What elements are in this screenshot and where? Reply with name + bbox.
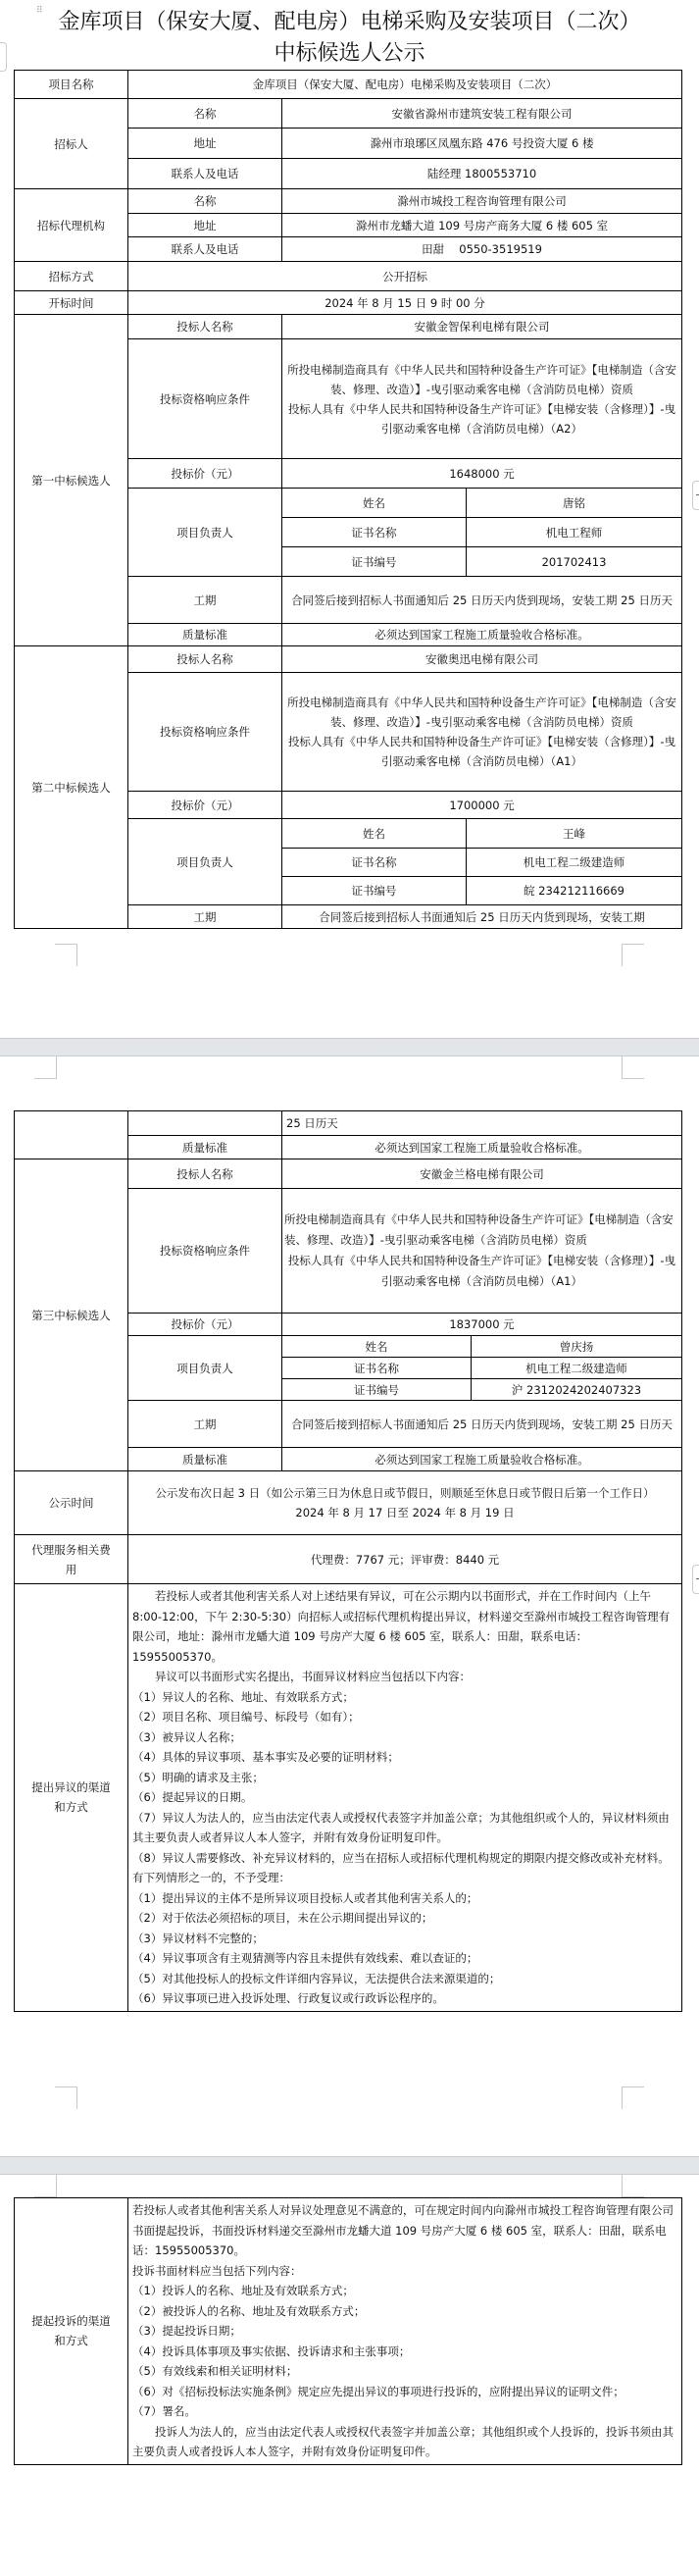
label-tenderer-name: 名称: [128, 99, 282, 129]
document-page-1: [0, 0, 699, 1038]
margin-corner-mark: [34, 2175, 57, 2197]
candidate-2-duration-part-1: 合同签后接到招标人书面通知后 25 日历天内货到现场，安装工期: [282, 905, 682, 929]
complaint-item: （5）有效线索和相关证明材料；: [132, 2364, 298, 2378]
side-collapse-button[interactable]: [692, 1565, 699, 1594]
objection-item: （5）明确的请求及主张；: [132, 1770, 264, 1784]
candidate-3-qualification: [282, 1189, 682, 1314]
candidate-1-qual-1: 所投电梯制造商具有《中华人民共和国特种设备生产许可证》【电梯制造（含安装、修理、改造）】-曳引驱动乘客电梯（含消防员电梯）资质: [287, 362, 676, 396]
candidate-1-cert-no: 201702413: [467, 547, 682, 577]
label-bid-price: 投标价（元）: [128, 459, 282, 489]
label-objection-line-2: 和方式: [54, 1800, 88, 1815]
publicity-rule: 公示发布次日起 3 日（如公示第三日为休息日或节假日，则顺延至休息日或节假日后第一个工作日）: [155, 1486, 655, 1500]
complaint-item: （2）被投诉人的名称、地址及有效联系方式；: [132, 2303, 366, 2318]
label-qualification: 投标资格响应条件: [128, 339, 282, 459]
drag-handle-icon[interactable]: ⠿: [36, 6, 44, 16]
candidate-3-qual-1: 所投电梯制造商具有《中华人民共和国特种设备生产许可证》【电梯制造（含安装、修理、改造）】-曳引驱动乘客电梯（含消防员电梯）资质: [284, 1212, 674, 1247]
candidate-1-rank: 第一中标候选人: [15, 315, 128, 646]
objection-reject-item: （1）提出异议的主体不是所异议项目投标人或者其他利害关系人的；: [132, 1890, 478, 1905]
complaint-item: （3）提起投诉日期；: [132, 2324, 241, 2338]
margin-corner-mark: [34, 1056, 57, 1079]
label-tenderer: 招标人: [15, 99, 128, 189]
objection-intro: 若投标人或者其他利害关系人对上述结果有异议，可在公示期内以书面形式，并在工作时间内（上午 8:00-12:00，下午 2:30-5:30）向招标人或招标代理机构提出异议，材料递交至滁州市城投工程咨询管理有限公司，地址：滁州市龙蟠大道 109 号房产大厦 6 楼 605 室，联系人：田甜，联系电话：15955005370。: [132, 1589, 671, 1664]
complaint-item: （4）投诉具体事项及事实依据、投诉请求和主张事项；: [132, 2344, 411, 2358]
label-tenderer-contact: 联系人及电话: [128, 159, 282, 189]
candidate-1-bidder: 安徽金智保利电梯有限公司: [282, 315, 682, 339]
label-method: 招标方式: [15, 262, 128, 291]
label-complaint-line-2: 和方式: [54, 2334, 88, 2348]
objection-content: [128, 1584, 682, 2012]
candidate-3-price: 1837000 元: [282, 1314, 682, 1336]
candidate-1-price: 1648000 元: [282, 459, 682, 489]
complaint-content: [128, 2198, 682, 2465]
objection-item: （2）项目名称、项目编号、标段号（如有）；: [132, 1710, 360, 1724]
objection-reject-item: （2）对于依法必须招标的项目，未在公示期间提出异议的；: [132, 1911, 433, 1925]
candidate-2-rank-continued: [15, 1111, 128, 1159]
candidate-2-duration-part-2: 25 日历天: [282, 1111, 682, 1136]
objection-item: （1）异议人的名称、地址、有效联系方式；: [132, 1689, 354, 1704]
label-bidder-name: 投标人名称: [128, 646, 282, 673]
candidate-2-price: 1700000 元: [282, 792, 682, 819]
bid-table-page-3: [14, 2197, 682, 2465]
margin-corner-mark: [55, 944, 77, 966]
candidate-3-quality: 必须达到国家工程施工质量验收合格标准。: [282, 1448, 682, 1471]
tenderer-contact: 陆经理 1800553710: [282, 159, 682, 189]
label-pm-name: 姓名: [282, 819, 467, 849]
candidate-3-cert-name: 机电工程二级建造师: [472, 1358, 682, 1379]
bid-table-page-1: [14, 70, 682, 929]
candidate-2-cert-name: 机电工程二级建造师: [467, 849, 682, 877]
label-agency-address: 地址: [128, 214, 282, 237]
objection-reject-item: （3）异议材料不完整的；: [132, 1931, 264, 1945]
label-cert-no: 证书编号: [282, 877, 467, 905]
candidate-3-bidder: 安徽金兰格电梯有限公司: [282, 1159, 682, 1189]
agency-fees-value: 代理费：7767 元；评审费：8440 元: [128, 1535, 682, 1584]
margin-corner-mark: [622, 944, 644, 966]
objection-item: （7）异议人为法人的，应当由法定代表人或授权代表签字并加盖公章；为其他组织或个人的，异议材料须由其主要负责人或者异议人本人签字，并附有效身份证明复印件。: [132, 1810, 670, 1844]
document-page-3: [0, 2175, 699, 2576]
margin-corner-mark: [55, 2087, 77, 2109]
label-agency-fees-line-2: 用: [65, 1562, 77, 1576]
label-qualification: 投标资格响应条件: [128, 673, 282, 792]
objection-reject-intro: 有下列情形之一的，不予受理：: [132, 1871, 290, 1884]
label-bidder-name: 投标人名称: [128, 315, 282, 339]
label-objection-line-1: 提出异议的渠道: [31, 1780, 111, 1795]
tenderer-name: 安徽省滁州市建筑安装工程有限公司: [282, 99, 682, 129]
agency-name: 滁州市城投工程咨询管理有限公司: [282, 189, 682, 214]
document-title: 金库项目（保安大厦、配电房）电梯采购及安装项目（二次）: [58, 10, 641, 34]
label-complaint: [15, 2198, 128, 2465]
candidate-3-duration: 合同签后接到招标人书面通知后 25 日历天内货到现场，安装工期 25 日历天: [282, 1401, 682, 1448]
label-agency-name: 名称: [128, 189, 282, 214]
tenderer-address: 滁州市琅琊区凤凰东路 476 号投资大厦 6 楼: [282, 129, 682, 159]
label-objection: [15, 1584, 128, 2012]
label-cert-name: 证书名称: [282, 1358, 472, 1379]
method-value: 公开招标: [128, 262, 682, 291]
document-subtitle: 中标候选人公示: [274, 41, 425, 66]
candidate-3-qual-2: 投标人具有《中华人民共和国特种设备生产许可证》【电梯安装（含修理）】-曳引驱动乘客电梯（含消防员电梯）（A1）: [287, 1254, 676, 1288]
label-agency-contact: 联系人及电话: [128, 237, 282, 262]
objection-item: （3）被异议人名称；: [132, 1729, 241, 1744]
label-bid-price: 投标价（元）: [128, 792, 282, 819]
side-collapse-button[interactable]: [692, 481, 699, 510]
candidate-2-bidder: 安徽奥迅电梯有限公司: [282, 646, 682, 673]
label-agency: 招标代理机构: [15, 189, 128, 262]
candidate-1-pm-name: 唐铭: [467, 489, 682, 518]
label-quality: 质量标准: [128, 624, 282, 646]
objection-item: （4）具体的异议事项、基本事实及必要的证明材料；: [132, 1750, 399, 1764]
complaint-item: （1）投诉人的名称、地址及有效联系方式；: [132, 2284, 354, 2297]
objection-contents-intro: 异议可以书面形式实名提出，书面异议材料应当包括以下内容：: [155, 1670, 471, 1683]
candidate-1-cert-name: 机电工程师: [467, 518, 682, 547]
label-cert-name: 证书名称: [282, 518, 467, 547]
objection-item: （8）异议人需要修改、补充异议材料的，应当在招标人或招标代理机构规定的期限内提交修改或补充材料。: [132, 1850, 670, 1865]
open-time-value: 2024 年 8 月 15 日 9 时 00 分: [128, 291, 682, 315]
bid-table-page-2: [14, 1110, 682, 2012]
label-duration: 工期: [128, 1401, 282, 1448]
candidate-2-qual-1: 所投电梯制造商具有《中华人民共和国特种设备生产许可证》【电梯制造（含安装、修理、改造）】-曳引驱动乘客电梯（含消防员电梯）资质: [287, 696, 676, 729]
candidate-2-rank: 第二中标候选人: [15, 646, 128, 929]
candidate-1-quality: 必须达到国家工程施工质量验收合格标准。: [282, 624, 682, 646]
complaint-closing: 投诉人为法人的，应当由法定代表人或授权代表签字并加盖公章；其他组织或个人投诉的，投诉书须由其主要负责人或者投诉人本人签字，并附有效身份证明复印件。: [132, 2424, 674, 2458]
candidate-3-rank: 第三中标候选人: [15, 1159, 128, 1471]
project-name-value: 金库项目（保安大厦、配电房）电梯采购及安装项目（二次）: [128, 71, 682, 99]
label-agency-fees: [15, 1535, 128, 1584]
margin-corner-mark: [622, 1056, 644, 1079]
label-duration: 工期: [128, 577, 282, 624]
label-publicity-time: 公示时间: [15, 1471, 128, 1535]
objection-reject-item: （4）异议事项含有主观猜测等内容且未提供有效线索、难以查证的；: [132, 1951, 478, 1965]
candidate-2-qualification: [282, 673, 682, 792]
objection-reject-item: （6）异议事项已进入投诉处理、行政复议或行政诉讼程序的。: [132, 1991, 444, 2005]
label-bidder-name: 投标人名称: [128, 1159, 282, 1189]
candidate-3-cert-no: 沪 2312024202407323: [472, 1379, 682, 1401]
label-qualification: 投标资格响应条件: [128, 1189, 282, 1314]
candidate-1-qualification: [282, 339, 682, 459]
label-open-time: 开标时间: [15, 291, 128, 315]
agency-contact: 田甜 0550-3519519: [282, 237, 682, 262]
candidate-1-qual-2: 投标人具有《中华人民共和国特种设备生产许可证》【电梯安装（含修理）】-曳引驱动乘客电梯（含消防员电梯）（A2）: [287, 401, 676, 436]
complaint-contents-intro: 投诉书面材料应当包括下列内容：: [132, 2263, 302, 2278]
complaint-item: （7）署名。: [132, 2404, 196, 2418]
publicity-time-value: [128, 1471, 682, 1535]
label-cert-no: 证书编号: [282, 547, 467, 577]
objection-item: （6）提起异议的日期。: [132, 1790, 253, 1804]
margin-corner-mark: [622, 2175, 644, 2197]
candidate-2-qual-2: 投标人具有《中华人民共和国特种设备生产许可证》【电梯安装（含修理）】-曳引驱动乘客电梯（含消防员电梯）（A1）: [287, 735, 676, 768]
margin-corner-mark: [622, 2087, 644, 2109]
label-duration: 工期: [128, 905, 282, 929]
page-separator: [0, 1038, 699, 1056]
candidate-3-pm-name: 曾庆扬: [472, 1336, 682, 1358]
label-pm-name: 姓名: [282, 1336, 472, 1358]
agency-address: 滁州市龙蟠大道 109 号房产商务大厦 6 楼 605 室: [282, 214, 682, 237]
page-separator: [0, 2156, 699, 2175]
label-bid-price: 投标价（元）: [128, 1314, 282, 1336]
label-quality: 质量标准: [128, 1448, 282, 1471]
candidate-2-quality: 必须达到国家工程施工质量验收合格标准。: [282, 1136, 682, 1159]
label-tenderer-address: 地址: [128, 129, 282, 159]
label-project-manager: 项目负责人: [128, 489, 282, 577]
candidate-2-cert-no: 皖 234212116669: [467, 877, 682, 905]
candidate-1-duration: 合同签后接到招标人书面通知后 25 日历天内货到现场，安装工期 25 日历天: [282, 577, 682, 624]
objection-reject-item: （5）对其他投标人的投标文件详细内容异议，无法提供合法来源渠道的；: [132, 1971, 501, 1985]
label-cert-name: 证书名称: [282, 849, 467, 877]
label-cert-no: 证书编号: [282, 1379, 472, 1401]
label-project-manager: 项目负责人: [128, 1336, 282, 1401]
label-duration-continued: [128, 1111, 282, 1136]
document-page-2: [0, 1056, 699, 2156]
label-pm-name: 姓名: [282, 489, 467, 518]
label-project-name: 项目名称: [15, 71, 128, 99]
label-agency-fees-line-1: 代理服务相关费: [31, 1542, 111, 1557]
label-complaint-line-1: 提起投诉的渠道: [31, 2314, 111, 2329]
label-quality: 质量标准: [128, 1136, 282, 1159]
label-project-manager: 项目负责人: [128, 819, 282, 905]
complaint-intro: 若投标人或者其他利害关系人对异议处理意见不满意的，可在规定时间内向滁州市城投工程咨询管理有限公司书面提起投诉，书面投诉材料递交至滁州市龙蟠大道 109 号房产大厦 6 楼 605 室，联系人：田甜，联系电话：15955005370。: [132, 2203, 674, 2257]
complaint-item: （6）对《招标投标法实施条例》规定应先提出异议的事项进行投诉的，应附提出异议的证明文件；: [132, 2384, 624, 2398]
publicity-range: 2024 年 8 月 17 日至 2024 年 8 月 19 日: [295, 1506, 515, 1520]
candidate-2-pm-name: 王峰: [467, 819, 682, 849]
